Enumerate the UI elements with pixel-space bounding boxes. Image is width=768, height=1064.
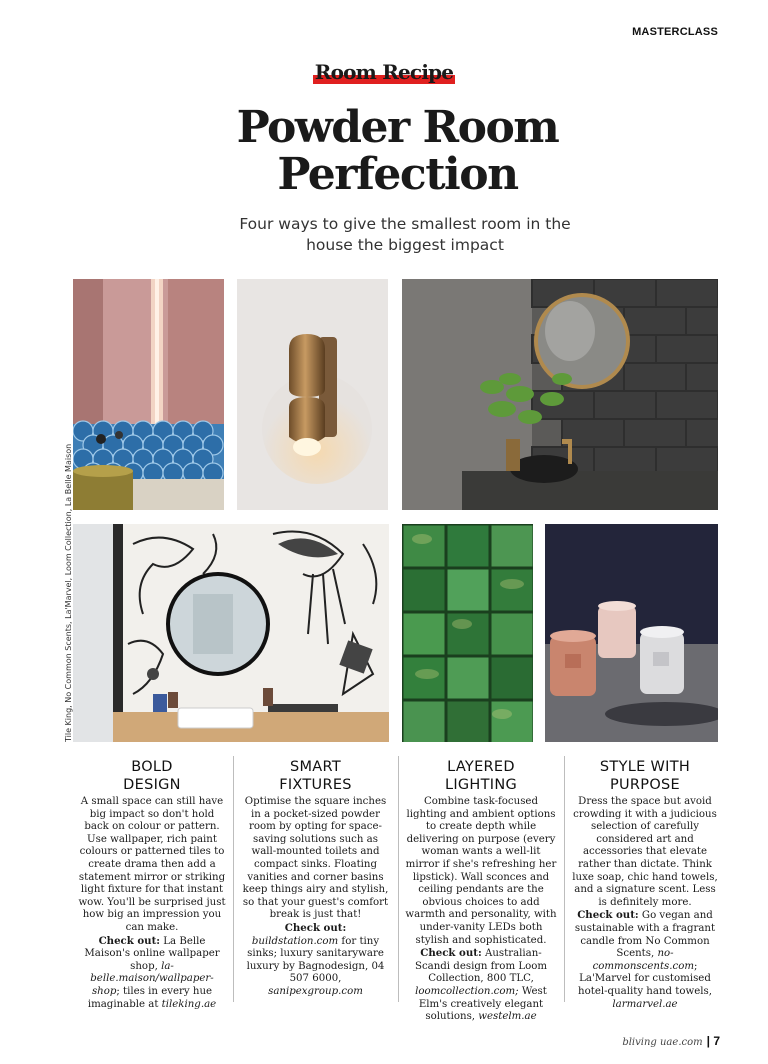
tip-heading: [78, 758, 226, 794]
tip-checkout: [241, 922, 390, 999]
column-divider: [564, 756, 565, 1002]
tip-checkout: [78, 935, 226, 1012]
checkout-text: for tiny sinks; luxury sanitaryware luxury by Bagnodesign, 04 507 6000,: [246, 935, 385, 985]
checkout-text: ; La'Marvel for customised hotel-quality hand towels,: [578, 960, 712, 997]
checkout-link[interactable]: no-commonscents.com: [592, 948, 694, 972]
tip-body: Combine task-focused lighting and ambient options to create depth while delivering on purpose (every woman wants a well-lit mirror if she's refreshing her lipstick). Wall sconces and ceiling pendants are the obvious choices to add warmth and personality, with under-vanity LEDs both stylish and sophisticated.: [405, 796, 557, 946]
tip-heading-line-1: SMART: [289, 759, 341, 775]
tip-heading-line-2: PURPOSE: [609, 777, 681, 793]
checkout-link[interactable]: tileking.ae: [161, 998, 217, 1010]
subtitle-line-1: Four ways to give the smallest room in the: [239, 215, 571, 233]
tip-heading-line-2: DESIGN: [123, 777, 181, 793]
page-title: [0, 104, 768, 198]
photo-pink-bathroom: [73, 279, 224, 510]
photo-patterned-wallpaper: [73, 524, 389, 742]
photo-green-tiles: [402, 524, 533, 742]
checkout-label: Check out:: [284, 921, 347, 934]
photo-credit: Tile King, No Common Scents, La'Marvel, Loom Collection, La Belle Maison: [64, 443, 73, 742]
tip-column-style-with-purpose: [570, 758, 720, 1011]
column-divider: [233, 756, 234, 1002]
checkout-label: Check out:: [420, 947, 482, 960]
tip-column-smart-fixtures: [241, 758, 390, 999]
tip-heading-line-2: FIXTURES: [279, 777, 352, 793]
tip-heading-line-1: LAYERED: [447, 759, 515, 775]
checkout-link[interactable]: sanipexgroup.com: [268, 985, 363, 997]
tip-heading-line-2: LIGHTING: [444, 777, 518, 793]
tip-body: A small space can still have big impact so don't hold back on colour or pattern. Use wallpaper, rich paint colours or patterned tiles to create drama then add a statement mirror or striking light fixture for that instant wow. You'll be surprised just how big an impression you can make.: [78, 796, 226, 933]
checkout-text: ; tiles in every hue imaginable at: [87, 985, 213, 1010]
tip-heading-line-1: BOLD: [131, 759, 173, 775]
checkout-text: Go vegan and sustainable with a fragrant candle from No Common Scents,: [574, 910, 716, 960]
checkout-text: La Belle Maison's online wallpaper shop,: [84, 935, 220, 972]
tip-heading: [404, 758, 558, 794]
page-footer: [622, 1034, 720, 1048]
kicker-text: Room Recipe: [314, 60, 454, 84]
checkout-link[interactable]: loomcollection.com;: [415, 985, 519, 997]
checkout-link[interactable]: westelm.ae: [478, 1011, 537, 1023]
checkout-text: West Elm's creatively elegant solutions,: [418, 985, 547, 1023]
title-line-1: Powder Room: [236, 102, 559, 153]
photo-candles: [545, 524, 718, 742]
tip-checkout: [404, 947, 558, 1024]
tip-checkout: [570, 909, 720, 1011]
checkout-link[interactable]: larmarvel.ae: [612, 998, 678, 1010]
checkout-link[interactable]: buildstation.com: [251, 935, 339, 947]
tip-heading: [241, 758, 390, 794]
checkout-label: Check out:: [98, 934, 161, 947]
checkout-text: Australian-Scandi design from Loom Collection, 800 TLC,: [414, 948, 548, 985]
checkout-link[interactable]: la-belle.maison/wallpaper-shop: [90, 960, 214, 997]
title-line-2: Perfection: [277, 149, 518, 200]
tip-heading-line-1: STYLE WITH: [599, 759, 691, 775]
section-label: MASTERCLASS: [632, 26, 718, 38]
tip-body: Dress the space but avoid crowding it with a judicious selection of carefully considered art and accessories that elevate rather than dictate. Think luxe soap, chic hand towels, and a signature scent. Less is definitely more.: [572, 796, 718, 908]
photo-dark-tiles-mirror: [402, 279, 718, 510]
tip-body: Optimise the square inches in a pocket-sized powder room by opting for space-saving solutions such as wall-mounted toilets and compact sinks. Floating vanities and corner basins keep things airy and stylish, so that your guest's comfort break is just that!: [242, 796, 389, 921]
tip-column-bold-design: [78, 758, 226, 1011]
photo-brass-sconce: [237, 279, 388, 510]
footer-site: bliving uae.com: [622, 1037, 703, 1048]
page-number-value: 7: [713, 1034, 720, 1048]
tip-column-layered-lighting: [404, 758, 558, 1024]
checkout-label: Check out:: [577, 909, 639, 922]
column-divider: [398, 756, 399, 1002]
subtitle-line-2: house the biggest impact: [306, 236, 504, 254]
subtitle: [0, 214, 768, 256]
page-number: | 7: [706, 1034, 720, 1048]
kicker: [0, 60, 768, 84]
tip-heading: [570, 758, 720, 794]
